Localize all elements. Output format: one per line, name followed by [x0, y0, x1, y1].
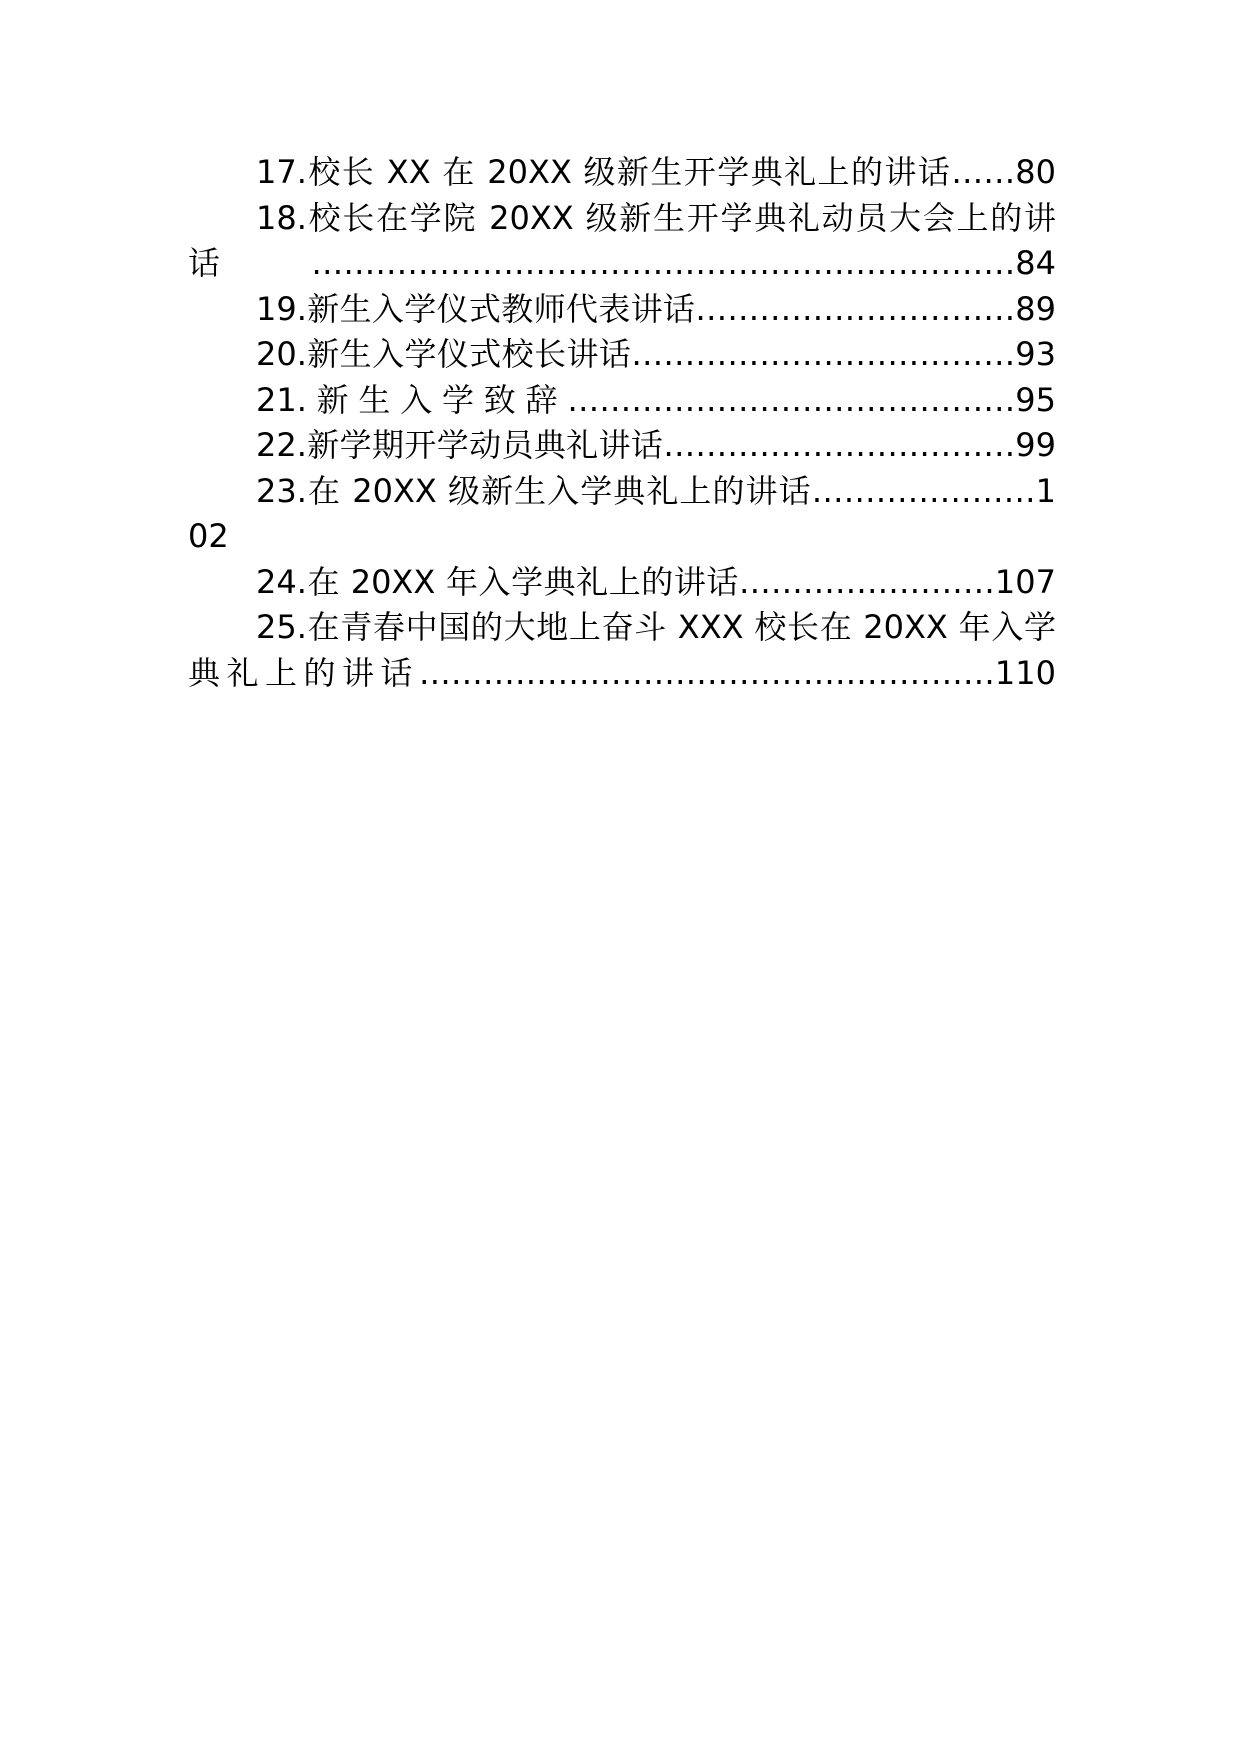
- toc-entry-leader: ……………………………: [663, 426, 1016, 464]
- toc-entry: [188, 605, 1056, 696]
- toc-entry-page-number: 93: [1015, 335, 1056, 373]
- toc-entry-leader: …………………………………………………………: [311, 244, 1016, 282]
- toc-entry-leader: ……: [951, 153, 1016, 191]
- toc-entry-page-number: 99: [1015, 426, 1056, 464]
- toc-entry-page-number: 102: [188, 471, 1056, 555]
- toc-entry-page-number: 89: [1015, 289, 1056, 328]
- toc-entry-page-number: 95: [1015, 380, 1056, 419]
- toc-entry: [188, 423, 1056, 469]
- toc-entry-title: 20.新生入学仪式校长讲话: [256, 335, 632, 373]
- toc-entry: [188, 469, 1056, 560]
- toc-entry-page-number: 84: [1015, 244, 1056, 282]
- toc-entry-leader: ………………………………………………: [418, 653, 995, 692]
- toc-entry-leader: …………………: [811, 471, 1036, 510]
- table-of-contents: [188, 150, 1056, 696]
- toc-entry: [188, 560, 1056, 606]
- toc-entry-leader: ……………………: [738, 562, 995, 601]
- toc-entry: [188, 196, 1056, 287]
- toc-entry-page-number: 80: [1015, 153, 1056, 191]
- toc-entry-title: 18.校长在学院 20XX 级新生开学典礼动员大会上的讲话: [188, 198, 1056, 282]
- toc-entry-leader: …………………………: [695, 289, 1016, 328]
- toc-entry: [188, 150, 1056, 196]
- toc-entry: [188, 332, 1056, 378]
- toc-entry-title: 25.在青春中国的大地上奋斗 XXX 校长在 20XX 年入学典礼上的讲话: [188, 608, 1056, 692]
- toc-entry: [188, 287, 1056, 333]
- toc-entry-title: 21.新生入学致辞: [256, 380, 568, 419]
- toc-entry-leader: ……………………………………: [567, 380, 1016, 419]
- toc-entry-page-number: 107: [994, 562, 1056, 601]
- toc-entry-title: 23.在 20XX 级新生入学典礼上的讲话: [256, 471, 812, 510]
- toc-entry-title: 24.在 20XX 年入学典礼上的讲话: [256, 562, 739, 601]
- toc-entry-leader: ………………………………: [631, 335, 1016, 373]
- toc-entry-title: 19.新生入学仪式教师代表讲话: [256, 289, 696, 328]
- toc-entry-page-number: 110: [994, 653, 1056, 692]
- toc-entry-title: 22.新学期开学动员典礼讲话: [256, 426, 664, 464]
- toc-entry: [188, 378, 1056, 424]
- toc-entry-title: 17.校长 XX 在 20XX 级新生开学典礼上的讲话: [256, 153, 952, 191]
